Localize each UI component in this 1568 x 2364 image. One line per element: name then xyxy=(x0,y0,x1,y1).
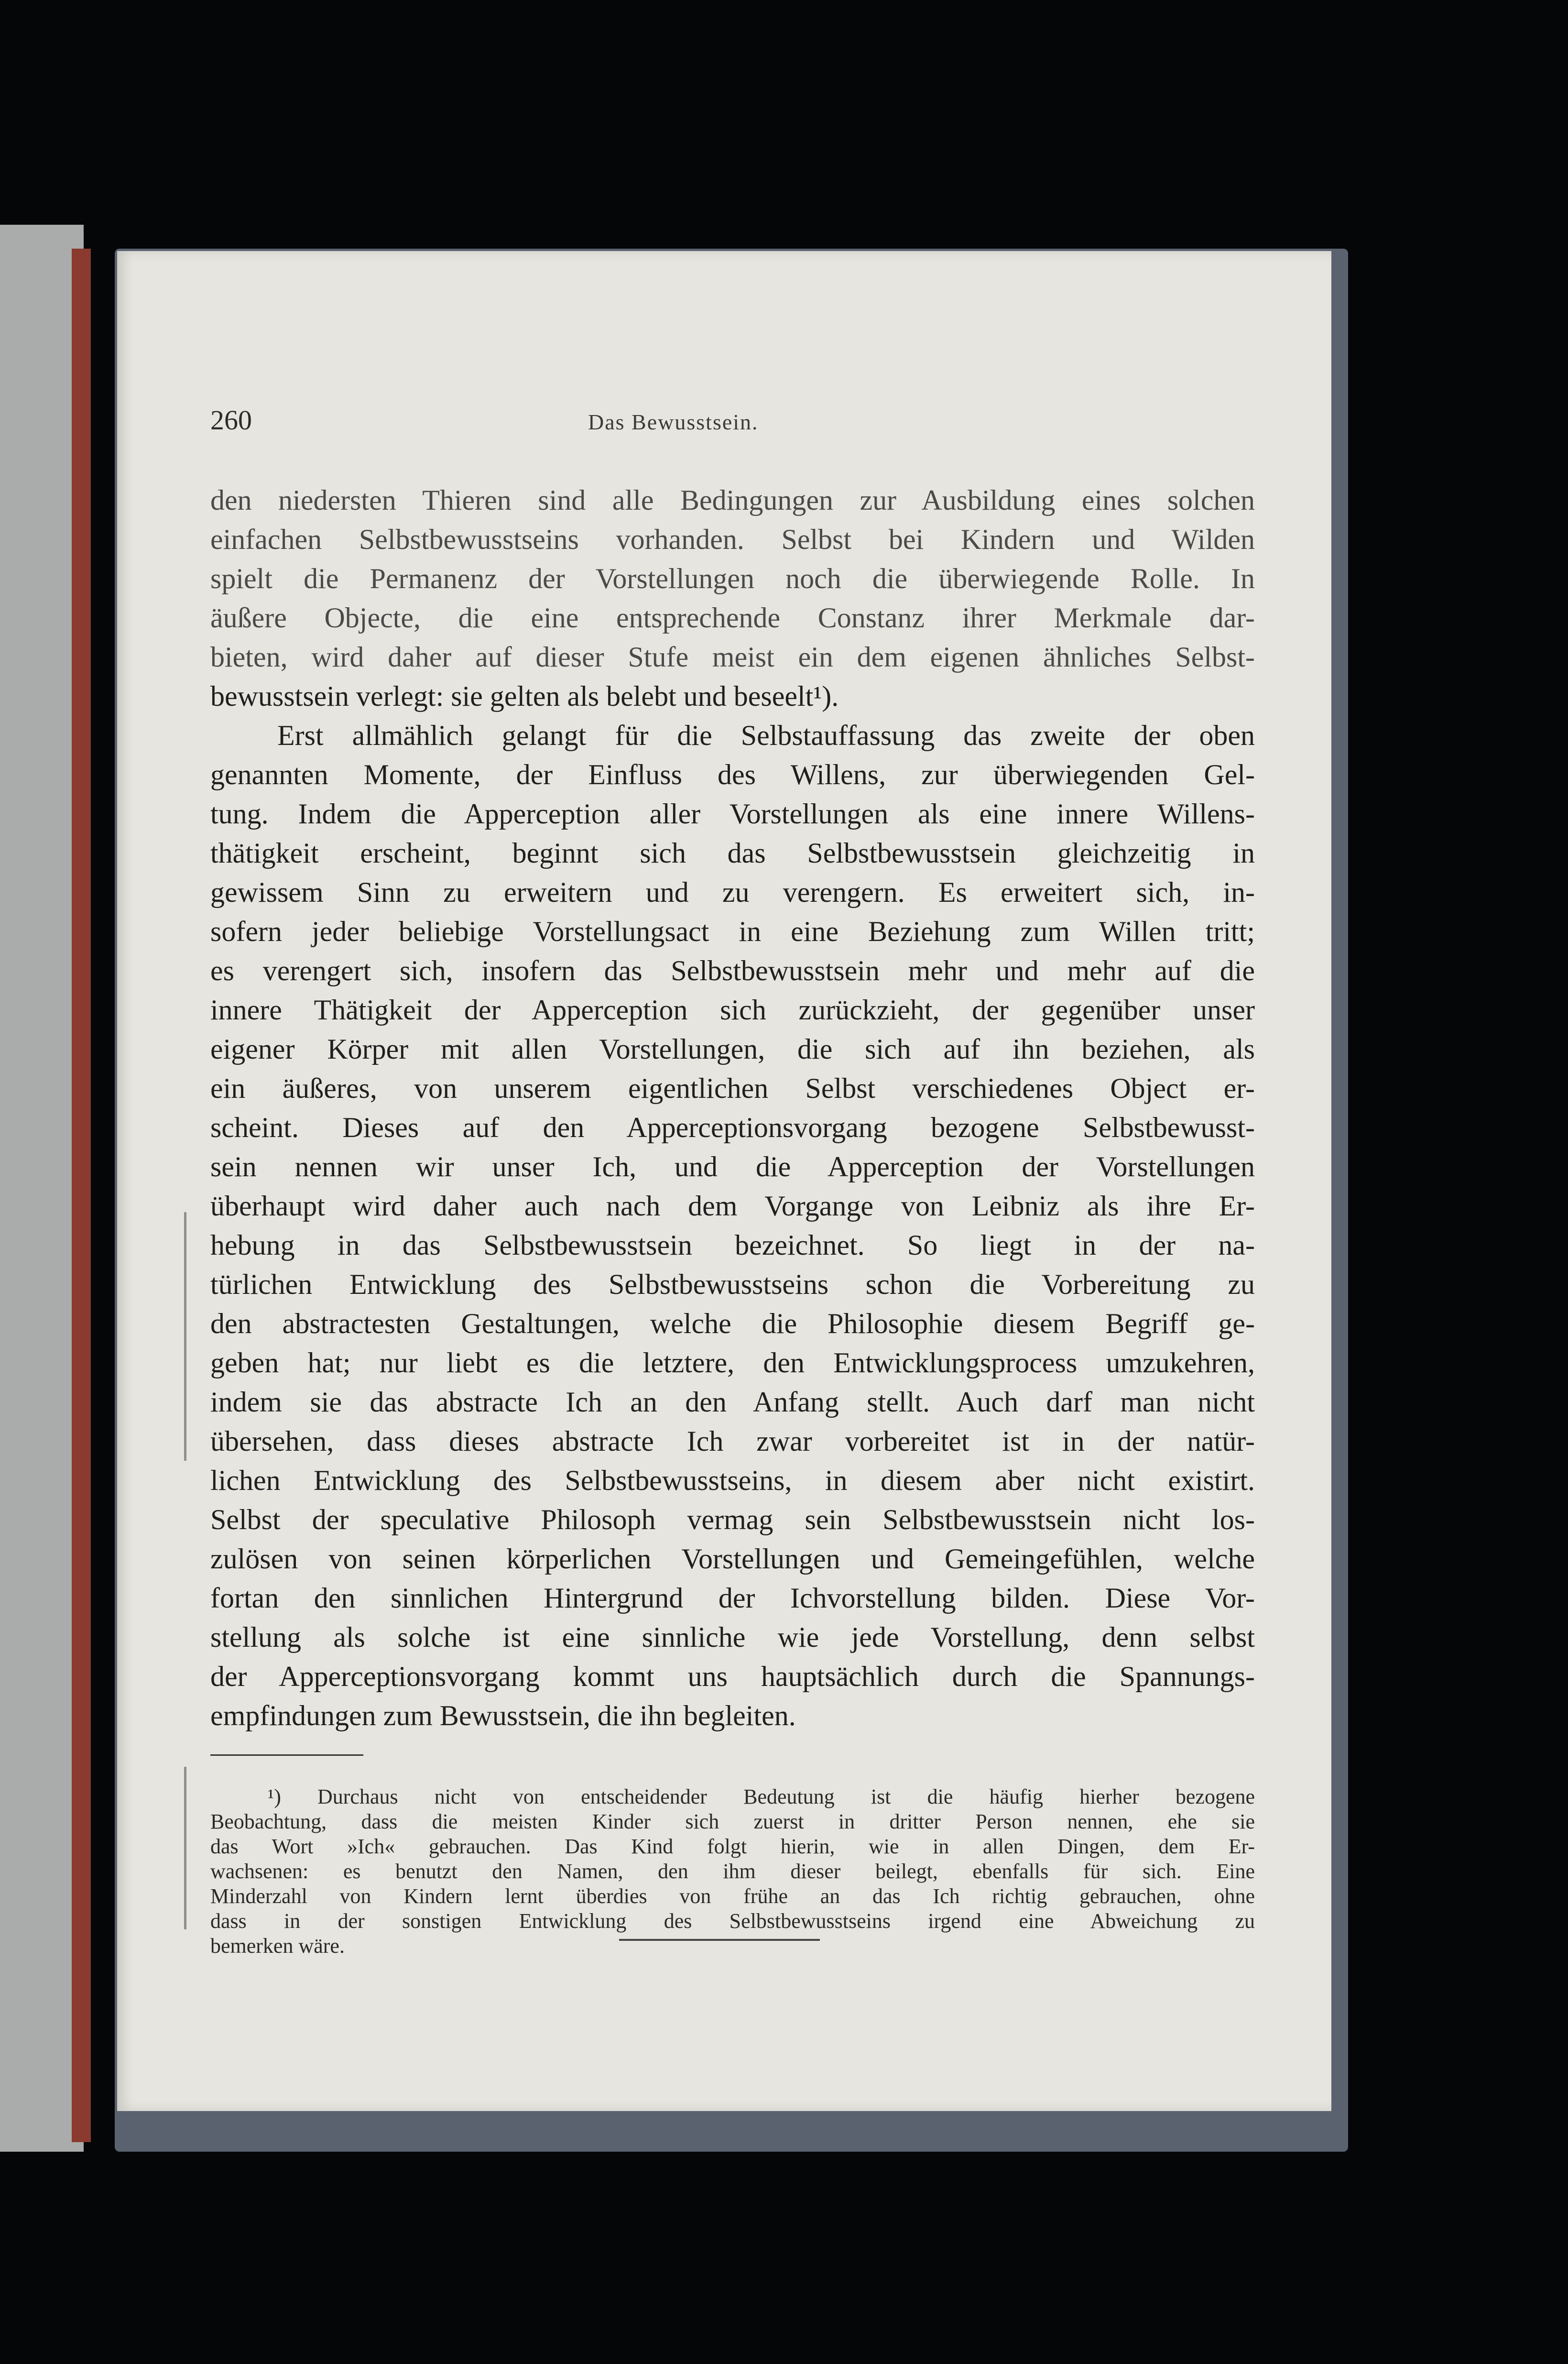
page-content xyxy=(210,404,1255,1959)
body-line: der Apperceptionsvorgang kommt uns hauptsächlich durch die Spannungs- xyxy=(210,1661,1255,1692)
body-line: innere Thätigkeit der Apperception sich zurückzieht, der gegenüber unser xyxy=(210,994,1255,1026)
body-line: türlichen Entwicklung des Selbstbewusstseins schon die Vorbereitung zu xyxy=(210,1269,1255,1300)
body-line: den niedersten Thieren sind alle Bedingungen zur Ausbildung eines solchen xyxy=(210,484,1255,516)
body-line: spielt die Permanenz der Vorstellungen noch die überwiegende Rolle. In xyxy=(210,563,1255,594)
footnote-rule xyxy=(210,1754,363,1756)
footnote-line: Minderzahl von Kindern lernt überdies von frühe an das Ich richtig gebrauchen, ohne xyxy=(210,1884,1255,1908)
body-line: lichen Entwicklung des Selbstbewusstseins, in diesem aber nicht existirt. xyxy=(210,1465,1255,1496)
footnote-line: ¹) Durchaus nicht von entscheidender Bedeutung ist die häufig hierher bezogene xyxy=(268,1785,1255,1808)
body-line: eigener Körper mit allen Vorstellungen, die sich auf ihn beziehen, als xyxy=(210,1033,1255,1065)
body-line: indem sie das abstracte Ich an den Anfang stellt. Auch darf man nicht xyxy=(210,1386,1255,1418)
body-line: tung. Indem die Apperception aller Vorstellungen als eine innere Willens- xyxy=(210,798,1255,830)
body-line: scheint. Dieses auf den Apperceptionsvorgang bezogene Selbstbewusst- xyxy=(210,1112,1255,1143)
body-text xyxy=(210,481,1255,1735)
body-line: sein nennen wir unser Ich, und die Apperception der Vorstellungen xyxy=(210,1151,1255,1182)
running-head xyxy=(210,404,1255,466)
body-line: geben hat; nur liebt es die letztere, den Entwicklungsprocess umzukehren, xyxy=(210,1347,1255,1379)
body-line: genannten Momente, der Einfluss des Willens, zur überwiegenden Gel- xyxy=(210,759,1255,790)
body-line: thätigkeit erscheint, beginnt sich das Selbstbewusstsein gleichzeitig in xyxy=(210,837,1255,869)
body-line: es verengert sich, insofern das Selbstbewusstsein mehr und mehr auf die xyxy=(210,955,1255,986)
body-line: fortan den sinnlichen Hintergrund der Ichvorstellung bilden. Diese Vor- xyxy=(210,1582,1255,1614)
body-line: Selbst der speculative Philosoph vermag sein Selbstbewusstsein nicht los- xyxy=(210,1504,1255,1535)
body-line: bewusstsein verlegt: sie gelten als belebt und beseelt¹). xyxy=(210,680,839,712)
left-page-edge-red xyxy=(72,249,91,2142)
running-head-title: Das Bewusstsein. xyxy=(588,410,759,434)
body-line: bieten, wird daher auf dieser Stufe meist ein dem eigenen ähnliches Selbst- xyxy=(210,641,1255,673)
body-line: einfachen Selbstbewusstseins vorhanden. Selbst bei Kindern und Wilden xyxy=(210,524,1255,555)
body-line: gewissem Sinn zu erweitern und zu verengern. Es erweitert sich, in- xyxy=(210,876,1255,908)
footnote-line: Beobachtung, dass die meisten Kinder sich zuerst in dritter Person nennen, ehe sie xyxy=(210,1810,1255,1833)
body-line: den abstractesten Gestaltungen, welche die Philosophie diesem Begriff ge- xyxy=(210,1308,1255,1339)
body-line: empfindungen zum Bewusstsein, die ihn begleiten. xyxy=(210,1700,796,1731)
page-number: 260 xyxy=(210,405,252,436)
body-line: übersehen, dass dieses abstracte Ich zwar vorbereitet ist in der natür- xyxy=(210,1425,1255,1457)
body-line: hebung in das Selbstbewusstsein bezeichnet. So liegt in der na- xyxy=(210,1229,1255,1261)
footnote-line: bemerken wäre. xyxy=(210,1934,345,1958)
body-line: zulösen von seinen körperlichen Vorstellungen und Gemeingefühlen, welche xyxy=(210,1543,1255,1575)
body-line: stellung als solche ist eine sinnliche wie jede Vorstellung, denn selbst xyxy=(210,1621,1255,1653)
pencil-margin-mark xyxy=(184,1767,186,1929)
pencil-margin-mark xyxy=(184,1212,186,1461)
footnotes xyxy=(210,1784,1255,1959)
book-page xyxy=(117,251,1331,2111)
body-line: Erst allmählich gelangt für die Selbstauffassung das zweite der oben xyxy=(277,720,1255,751)
body-line: ein äußeres, von unserem eigentlichen Selbst verschiedenes Object er- xyxy=(210,1073,1255,1104)
body-line: überhaupt wird daher auch nach dem Vorgange von Leibniz als ihre Er- xyxy=(210,1190,1255,1222)
body-line: äußere Objecte, die eine entsprechende Constanz ihrer Merkmale dar- xyxy=(210,602,1255,634)
footnote-line: wachsenen: es benutzt den Namen, den ihm dieser beilegt, ebenfalls für sich. Eine xyxy=(210,1860,1255,1883)
left-page-edge xyxy=(0,225,84,2152)
bottom-rule xyxy=(619,1939,820,1941)
footnote-line: dass in der sonstigen Entwicklung des Selbstbewusstseins irgend eine Abweichung zu xyxy=(210,1909,1255,1933)
footnote-line: das Wort »Ich« gebrauchen. Das Kind folgt hierin, wie in allen Dingen, dem Er- xyxy=(210,1835,1255,1858)
body-line: sofern jeder beliebige Vorstellungsact in eine Beziehung zum Willen tritt; xyxy=(210,916,1255,947)
